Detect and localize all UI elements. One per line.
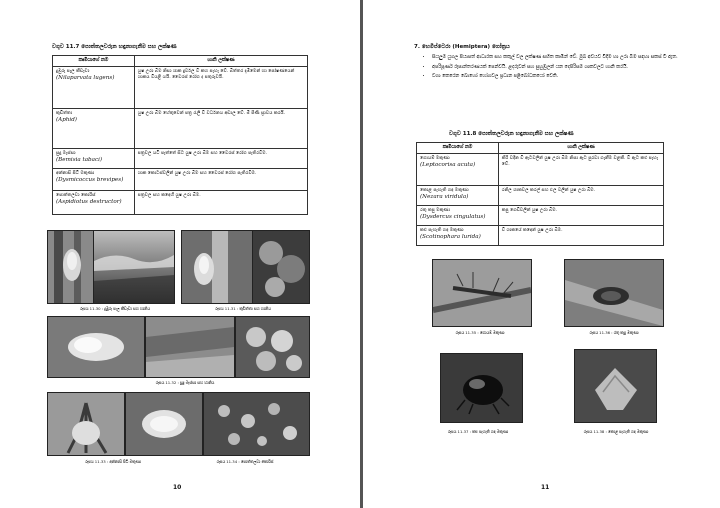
pest-table xyxy=(416,142,664,246)
table-row xyxy=(53,66,308,108)
bullet-item: • සියලුම යුගල පියාපත් ආධාරක සහ කකුල් වල ලක්ෂණ සහිත කෘමීන් වේ. මුඛ අවයව විදීම හා උරා බීම සඳහා සකස් වී ඇත. xyxy=(432,54,690,62)
photo-red-cotton-bug xyxy=(564,259,664,327)
damage-text: යුෂ උරා බීම නිසා ශාක දුර්වල වී කහ පැහැ වේ. බිත්තර දැමීමෙන් හා පෝෂණයෙන් ශාකය වියළී යයි. වෛරස් රෝග ද පතුරුවයි. xyxy=(134,66,307,108)
scale-insect-image xyxy=(204,393,309,455)
figure-caption: රූපය 11.33 : අන්නාසි පිටි මකුණා xyxy=(85,459,141,464)
photo-mealybug-on-plant xyxy=(47,392,125,456)
pest-name: සුදු මැස්සා xyxy=(56,150,76,156)
photo-scale-insect xyxy=(203,392,310,456)
photo-planthopper-field-damage xyxy=(93,230,175,304)
photo-black-stink-bug xyxy=(440,353,523,423)
pest-name: දුඹුරු පැල කීඩෑවා xyxy=(56,68,90,74)
table-row xyxy=(417,225,664,245)
damage-text: කපු ගෙඩිවලින් යුෂ උරා බීම. xyxy=(498,205,663,225)
whitefly-closeup-image xyxy=(48,317,144,377)
table-header-row xyxy=(417,143,664,154)
whitefly-leaf-image xyxy=(146,317,234,377)
table-row xyxy=(417,205,664,225)
damage-text: වී ශාකයේ කඳෙන් යුෂ උරා බීම. xyxy=(498,225,663,245)
figure-caption: රූපය 11.37 : කළු පැහැති ගඳ මකුණා xyxy=(447,429,509,434)
damage-text: පත්‍රවල සහ කඳෙහි යුෂ උරා බීම. xyxy=(134,190,307,214)
mealybug-closeup-image xyxy=(126,393,202,455)
pest-name: අන්නාසි පිටි මකුණා xyxy=(56,170,95,176)
section-heading: 7. හෙමිප්ටෙරා (Hemiptera) ගෝත්‍රය xyxy=(414,44,510,50)
rice-bug-image xyxy=(433,260,531,326)
scientific-name: (Aphid) xyxy=(56,116,77,123)
mealybug-plant-image xyxy=(48,393,124,455)
damage-text: යුෂ උරා බීම හේතුවෙන් පත්‍ර රැලි වී වර්ධනය අඩාල වේ. මී පිණි ස්‍රාවය කරයි. xyxy=(134,108,307,148)
table-caption: වගුව 11.7 පොත්තලවරුන හඳුනාගැනීම සහ ලක්ෂණ xyxy=(52,44,177,50)
table-row xyxy=(53,108,308,148)
bullet-item: • වගා කෙරෙන බොහෝ භෝගවල ප්‍රධාන පළිබෝධකයෝ වෙති. xyxy=(432,73,690,81)
planthopper-closeup-image xyxy=(48,231,93,303)
bullet-list xyxy=(420,54,690,83)
pest-name: කුඩිත්තා xyxy=(56,110,73,116)
black-stink-bug-image xyxy=(441,354,522,422)
table-row xyxy=(53,168,308,190)
table-row xyxy=(53,190,308,214)
bullet-item: • අපරිපූර්ණ රූපාන්තරණයක් පෙන්වයි. ළදරුවන් සහ සුහුඹුලන් යන දෙපිරිසම ශාකවලට හානි කරයි. xyxy=(432,64,690,72)
pest-name: පොත්තලවා කොරිස් xyxy=(56,192,96,198)
col-header-damage: හානි ලක්ෂණ xyxy=(498,143,663,154)
pest-table xyxy=(52,55,308,215)
table-row xyxy=(417,153,664,185)
scientific-name: (Bemisia tabaci) xyxy=(56,156,103,163)
table-row xyxy=(417,185,664,205)
photo-aphid-closeup xyxy=(181,230,253,304)
col-header-name: කෘමියාගේ නම xyxy=(53,56,135,67)
scientific-name: (Dysdercus cingulatus) xyxy=(420,213,486,220)
photo-whitefly-closeup xyxy=(47,316,145,378)
whitefly-colony-image xyxy=(236,317,309,377)
scientific-name: (Aspidiotus destructor) xyxy=(56,198,122,205)
photo-planthopper-closeup xyxy=(47,230,94,304)
damage-text: කිරි වදින වී ඇටවලින් යුෂ උරා බීම නිසා ඇට පුරවා ගැනීම වළකී. වී ඇට කළු පැහැ වේ. xyxy=(498,153,663,185)
aphid-closeup-image xyxy=(182,231,252,303)
damage-text: පත්‍රවල යටි පැත්තේ සිට යුෂ උරා බීම සහ වෛරස් රෝග පැතිරවීම. xyxy=(134,148,307,168)
figure-caption: රූපය 11.36 : රතු කපු මකුණා xyxy=(589,330,639,335)
page-number: 11 xyxy=(541,484,550,491)
figure-caption: රූපය 11.35 : ගොයම් මකුණා xyxy=(455,330,505,335)
col-header-name: කෘමියාගේ නම xyxy=(417,143,499,154)
damage-text: ශාක කොටස්වලින් යුෂ උරා බීම සහ වෛරස් රෝග පැතිරවීම. xyxy=(134,168,307,190)
aphid-damage-image xyxy=(253,231,309,303)
page-number: 10 xyxy=(173,484,182,491)
photo-whitefly-colony xyxy=(235,316,310,378)
table-header-row xyxy=(53,56,308,67)
table-caption: වගුව 11.8 පොත්තලවරුන හඳුනාගැනීම සහ ලක්ෂණ xyxy=(449,131,574,137)
photo-whitefly-leaf-damage xyxy=(145,316,235,378)
pest-name: ගොයම් මකුණා xyxy=(420,155,450,161)
figure-caption: රූපය 11.34 : පොත්තලවා කොරිස් xyxy=(216,459,274,464)
field-damage-image xyxy=(94,231,174,303)
photo-aphid-damage xyxy=(252,230,310,304)
damage-text: රනිල ශාකවල කරල් සහ ඵල වලින් යුෂ උරා බීම. xyxy=(498,185,663,205)
pest-name: කළු පැහැති ගඳ මකුණා xyxy=(420,227,464,233)
pest-name: රතු කපු මකුණා xyxy=(420,207,450,213)
table-row xyxy=(53,148,308,168)
photo-green-stink-bug xyxy=(574,349,657,423)
scientific-name: (Dysmicoccus brevipes) xyxy=(56,176,124,183)
red-cotton-bug-image xyxy=(565,260,663,326)
col-header-damage: හානි ලක්ෂණ xyxy=(134,56,307,67)
figure-caption: රූපය 11.38 : කොළ පැහැති ගඳ මකුණා xyxy=(583,429,649,434)
photo-rice-bug xyxy=(432,259,532,327)
figure-caption: රූපය 11.32 : සුදු මැස්සා සහ හානිය xyxy=(155,380,215,385)
scientific-name: (Nilaparvata lugens) xyxy=(56,74,115,81)
pest-name: කොළ පැහැති ගඳ මකුණා xyxy=(420,187,469,193)
scientific-name: (Scotinophara lurida) xyxy=(420,233,481,240)
figure-caption: රූපය 11.30 : දුඹුරු පැල කීඩෑවා සහ හානිය xyxy=(80,306,150,311)
photo-mealybug-closeup xyxy=(125,392,203,456)
figure-caption: රූපය 11.31 : කුඩිත්තා සහ හානිය xyxy=(215,306,271,311)
scientific-name: (Nezara viridula) xyxy=(420,193,469,200)
right-page xyxy=(363,0,720,508)
scientific-name: (Leptocorisa acuta) xyxy=(420,161,476,168)
green-stink-bug-image xyxy=(575,350,656,422)
